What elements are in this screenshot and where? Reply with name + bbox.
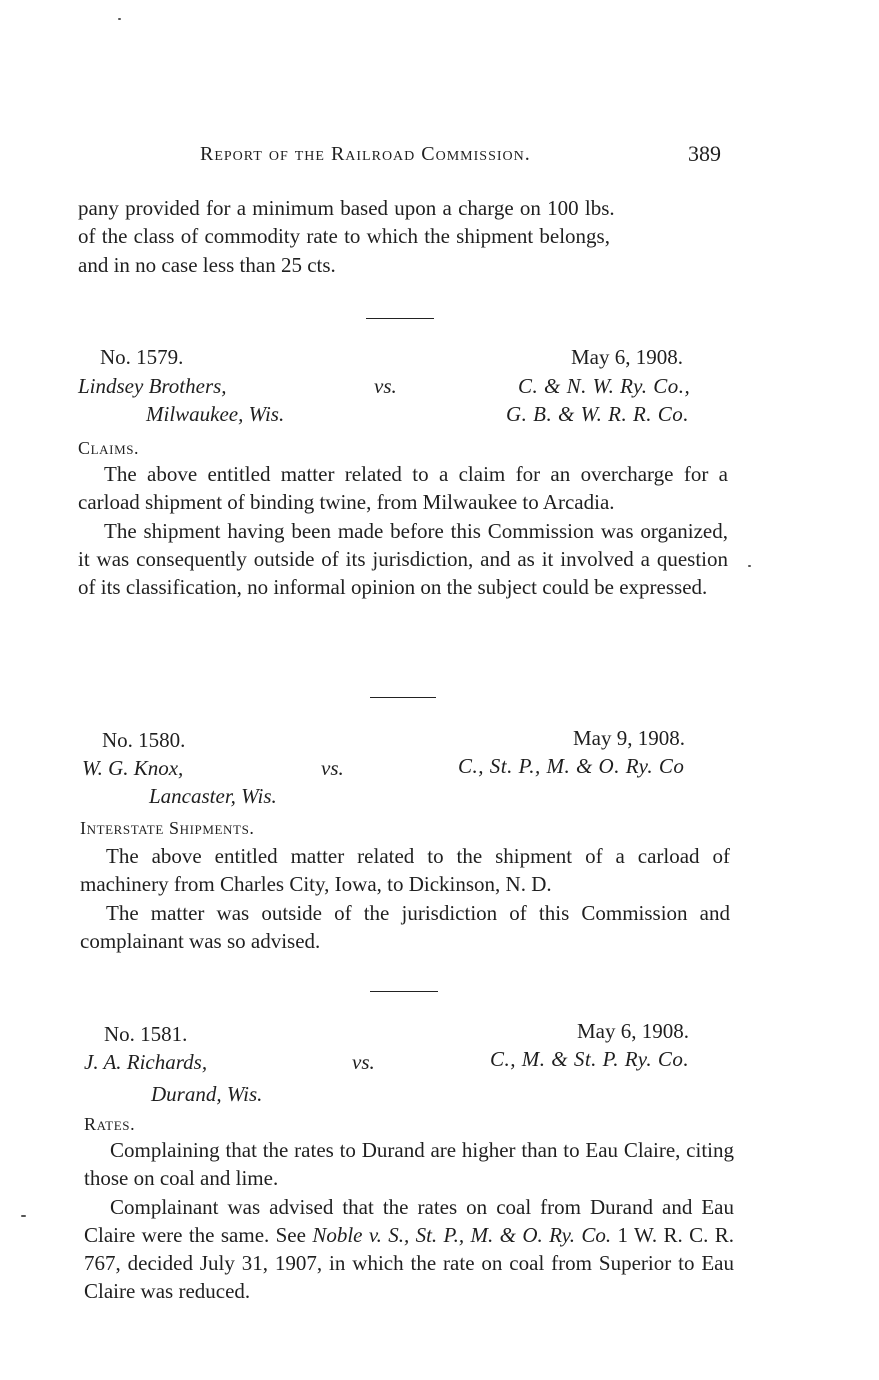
complainant-location: Durand, Wis. <box>151 1082 263 1106</box>
case-number: No. 1579. <box>100 345 184 369</box>
case-date: May 6, 1908. <box>577 1019 689 1043</box>
case-citation: Noble v. S., St. P., M. & O. Ry. Co. <box>312 1222 612 1247</box>
respondent: C., St. P., M. & O. Ry. Co <box>458 754 685 778</box>
section-divider <box>370 991 438 992</box>
section-divider <box>366 318 434 319</box>
subject-heading: Claims. <box>78 438 140 458</box>
complainant-location: Milwaukee, Wis. <box>146 402 285 426</box>
paragraph <box>84 1193 734 1306</box>
paragraph: The above entitled matter related to a claim for an overcharge for a carload shipment of binding twine, from Milwaukee to Arcadia. <box>78 462 728 515</box>
versus: vs. <box>321 756 344 780</box>
complainant-location: Lancaster, Wis. <box>149 784 277 808</box>
case-date: May 6, 1908. <box>571 345 683 369</box>
scan-speck <box>748 565 751 567</box>
respondent: C. & N. W. Ry. Co., <box>518 374 691 398</box>
paragraph: Complaining that the rates to Durand are higher than to Eau Claire, citing those on coal and lime. <box>84 1138 734 1191</box>
paragraph: The shipment having been made before this Commission was organized, it was consequently outside of its jurisdiction, and as it involved a question of its classification, no informal opinion on the subject could be expressed. <box>78 518 728 600</box>
scan-speck <box>118 18 121 20</box>
running-title: Report of the Railroad Commission. <box>200 143 531 165</box>
respondent: G. B. & W. R. R. Co. <box>506 402 690 426</box>
complainant: J. A. Richards, <box>84 1050 208 1074</box>
intro-line: of the class of commodity rate to which the shipment belongs, <box>78 224 610 248</box>
subject-heading: Interstate Shipments. <box>80 818 255 838</box>
case-body <box>84 1136 734 1306</box>
versus: vs. <box>374 374 397 398</box>
intro-line: pany provided for a minimum based upon a charge on 100 lbs. <box>78 196 615 220</box>
paragraph: The matter was outside of the jurisdiction of this Commission and complainant was so advised. <box>80 900 730 953</box>
intro-line: and in no case less than 25 cts. <box>78 253 336 277</box>
paragraph: The above entitled matter related to the shipment of a carload of machinery from Charles City, Iowa, to Dickinson, N. D. <box>80 844 730 897</box>
case-body <box>78 460 728 601</box>
case-body <box>80 842 730 955</box>
case-number: No. 1580. <box>102 728 186 752</box>
section-divider <box>370 697 436 698</box>
page-number: 389 <box>688 141 721 166</box>
versus: vs. <box>352 1050 375 1074</box>
scan-speck <box>21 1215 26 1217</box>
complainant: W. G. Knox, <box>82 756 184 780</box>
case-number: No. 1581. <box>104 1022 188 1046</box>
respondent: C., M. & St. P. Ry. Co. <box>490 1047 690 1071</box>
text-run: Complainant was advised that the rates on coal from Durand and Eau Claire were the same. See <box>84 1194 734 1247</box>
text-run: 1 W. R. C. R. 767, decided July 31, 1907, in which the rate on coal from Superior to Eau Claire was reduced. <box>84 1222 734 1304</box>
subject-heading: Rates. <box>84 1114 136 1134</box>
complainant: Lindsey Brothers, <box>78 374 227 398</box>
case-date: May 9, 1908. <box>573 726 685 750</box>
